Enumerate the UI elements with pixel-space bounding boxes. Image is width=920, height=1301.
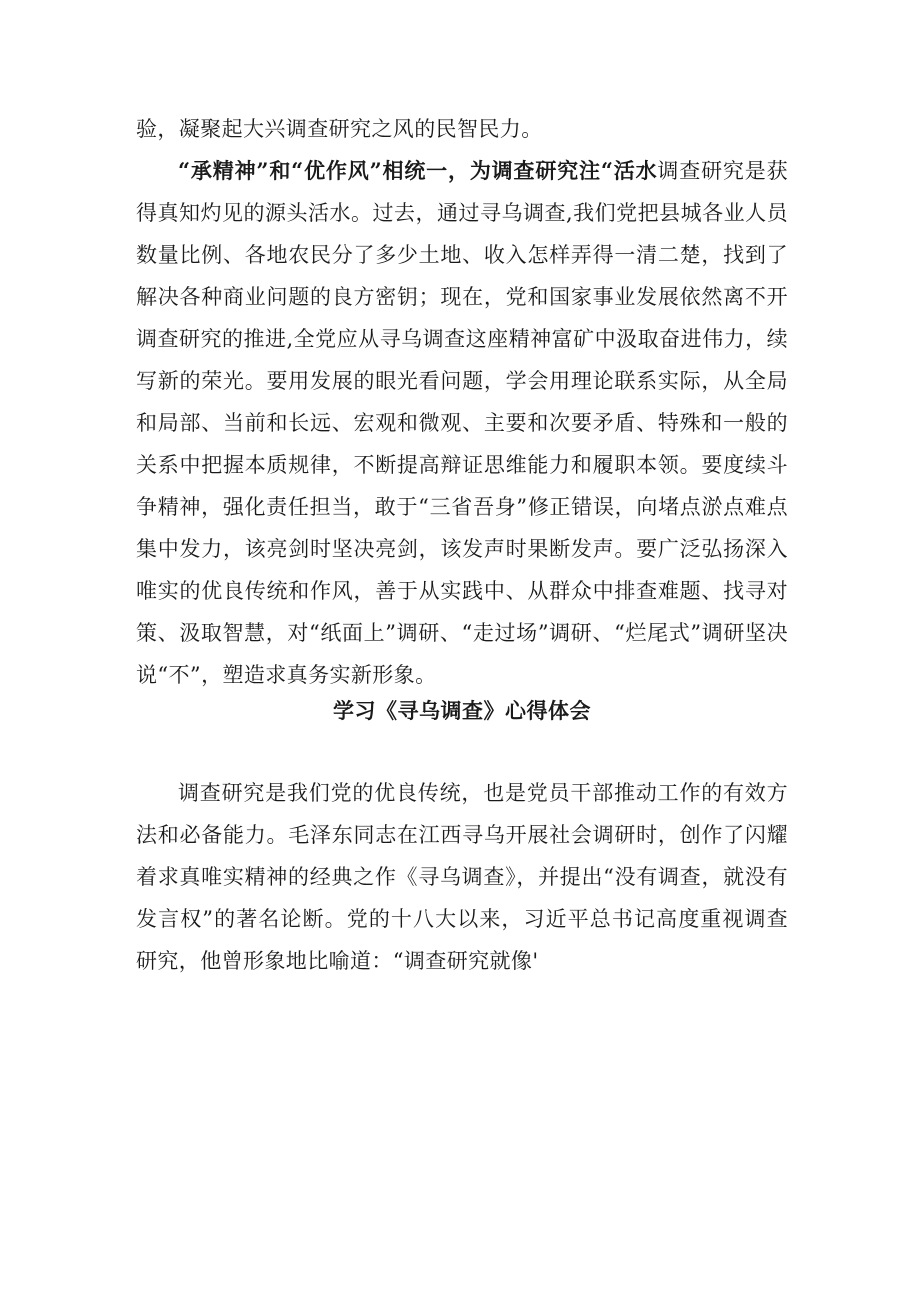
paragraph-section xyxy=(136,150,788,696)
section-lead-heading: “承精神”和“优作风”相统一，为调查研究注“活水 xyxy=(178,158,658,183)
document-page xyxy=(136,108,788,982)
paragraph-text: 调查研究是获得真知灼见的源头活水。过去，通过寻乌调查,我们党把县城各业人员数量比例、各地农民分了多少土地、收入怎样弄得一清二楚，找到了解决各种商业问题的良方密钥；现在，党和国家事业发展依然离不开调查研究的推进,全党应从寻乌调查这座精神富矿中汲取奋进伟力，续写新的荣光。要用发展的眼光看问题，学会用理论联系实际，从全局和局部、当前和长远、宏观和微观、主要和次要矛盾、特殊和一般的关系中把握本质规律，不断提高辩证思维能力和履职本领。要度续斗争精神，强化责任担当，敢于“三省吾身”修正错误，向堵点淤点难点集中发力，该亮剑时坚决亮剑，该发声时果断发声。要广泛弘扬深入唯实的优良传统和作风，善于从实践中、从群众中排查难题、找寻对策、汲取智慧，对“纸面上”调研、“走过场”调研、“烂尾式”调研坚决说“不”，塑造求真务实新形象。 xyxy=(136,159,788,687)
paragraph-text: 验，凝聚起大兴调查研究之风的民智民力。 xyxy=(136,117,543,141)
paragraph-intro xyxy=(136,772,788,982)
article-title: 学习《寻乌调查》心得体会 xyxy=(333,698,591,723)
spacer xyxy=(136,726,788,772)
paragraph-text: 调查研究是我们党的优良传统，也是党员干部推动工作的有效方法和必备能力。毛泽东同志在江西寻乌开展社会调研时，创作了闪耀着求真唯实精神的经典之作《寻乌调查》，并提出“没有调查，就没有发言权”的著名论断。党的十八大以来，习近平总书记高度重视调查研究，他曾形象地比喻道：“调查研究就像' xyxy=(136,781,788,973)
paragraph-continuation xyxy=(136,108,788,150)
